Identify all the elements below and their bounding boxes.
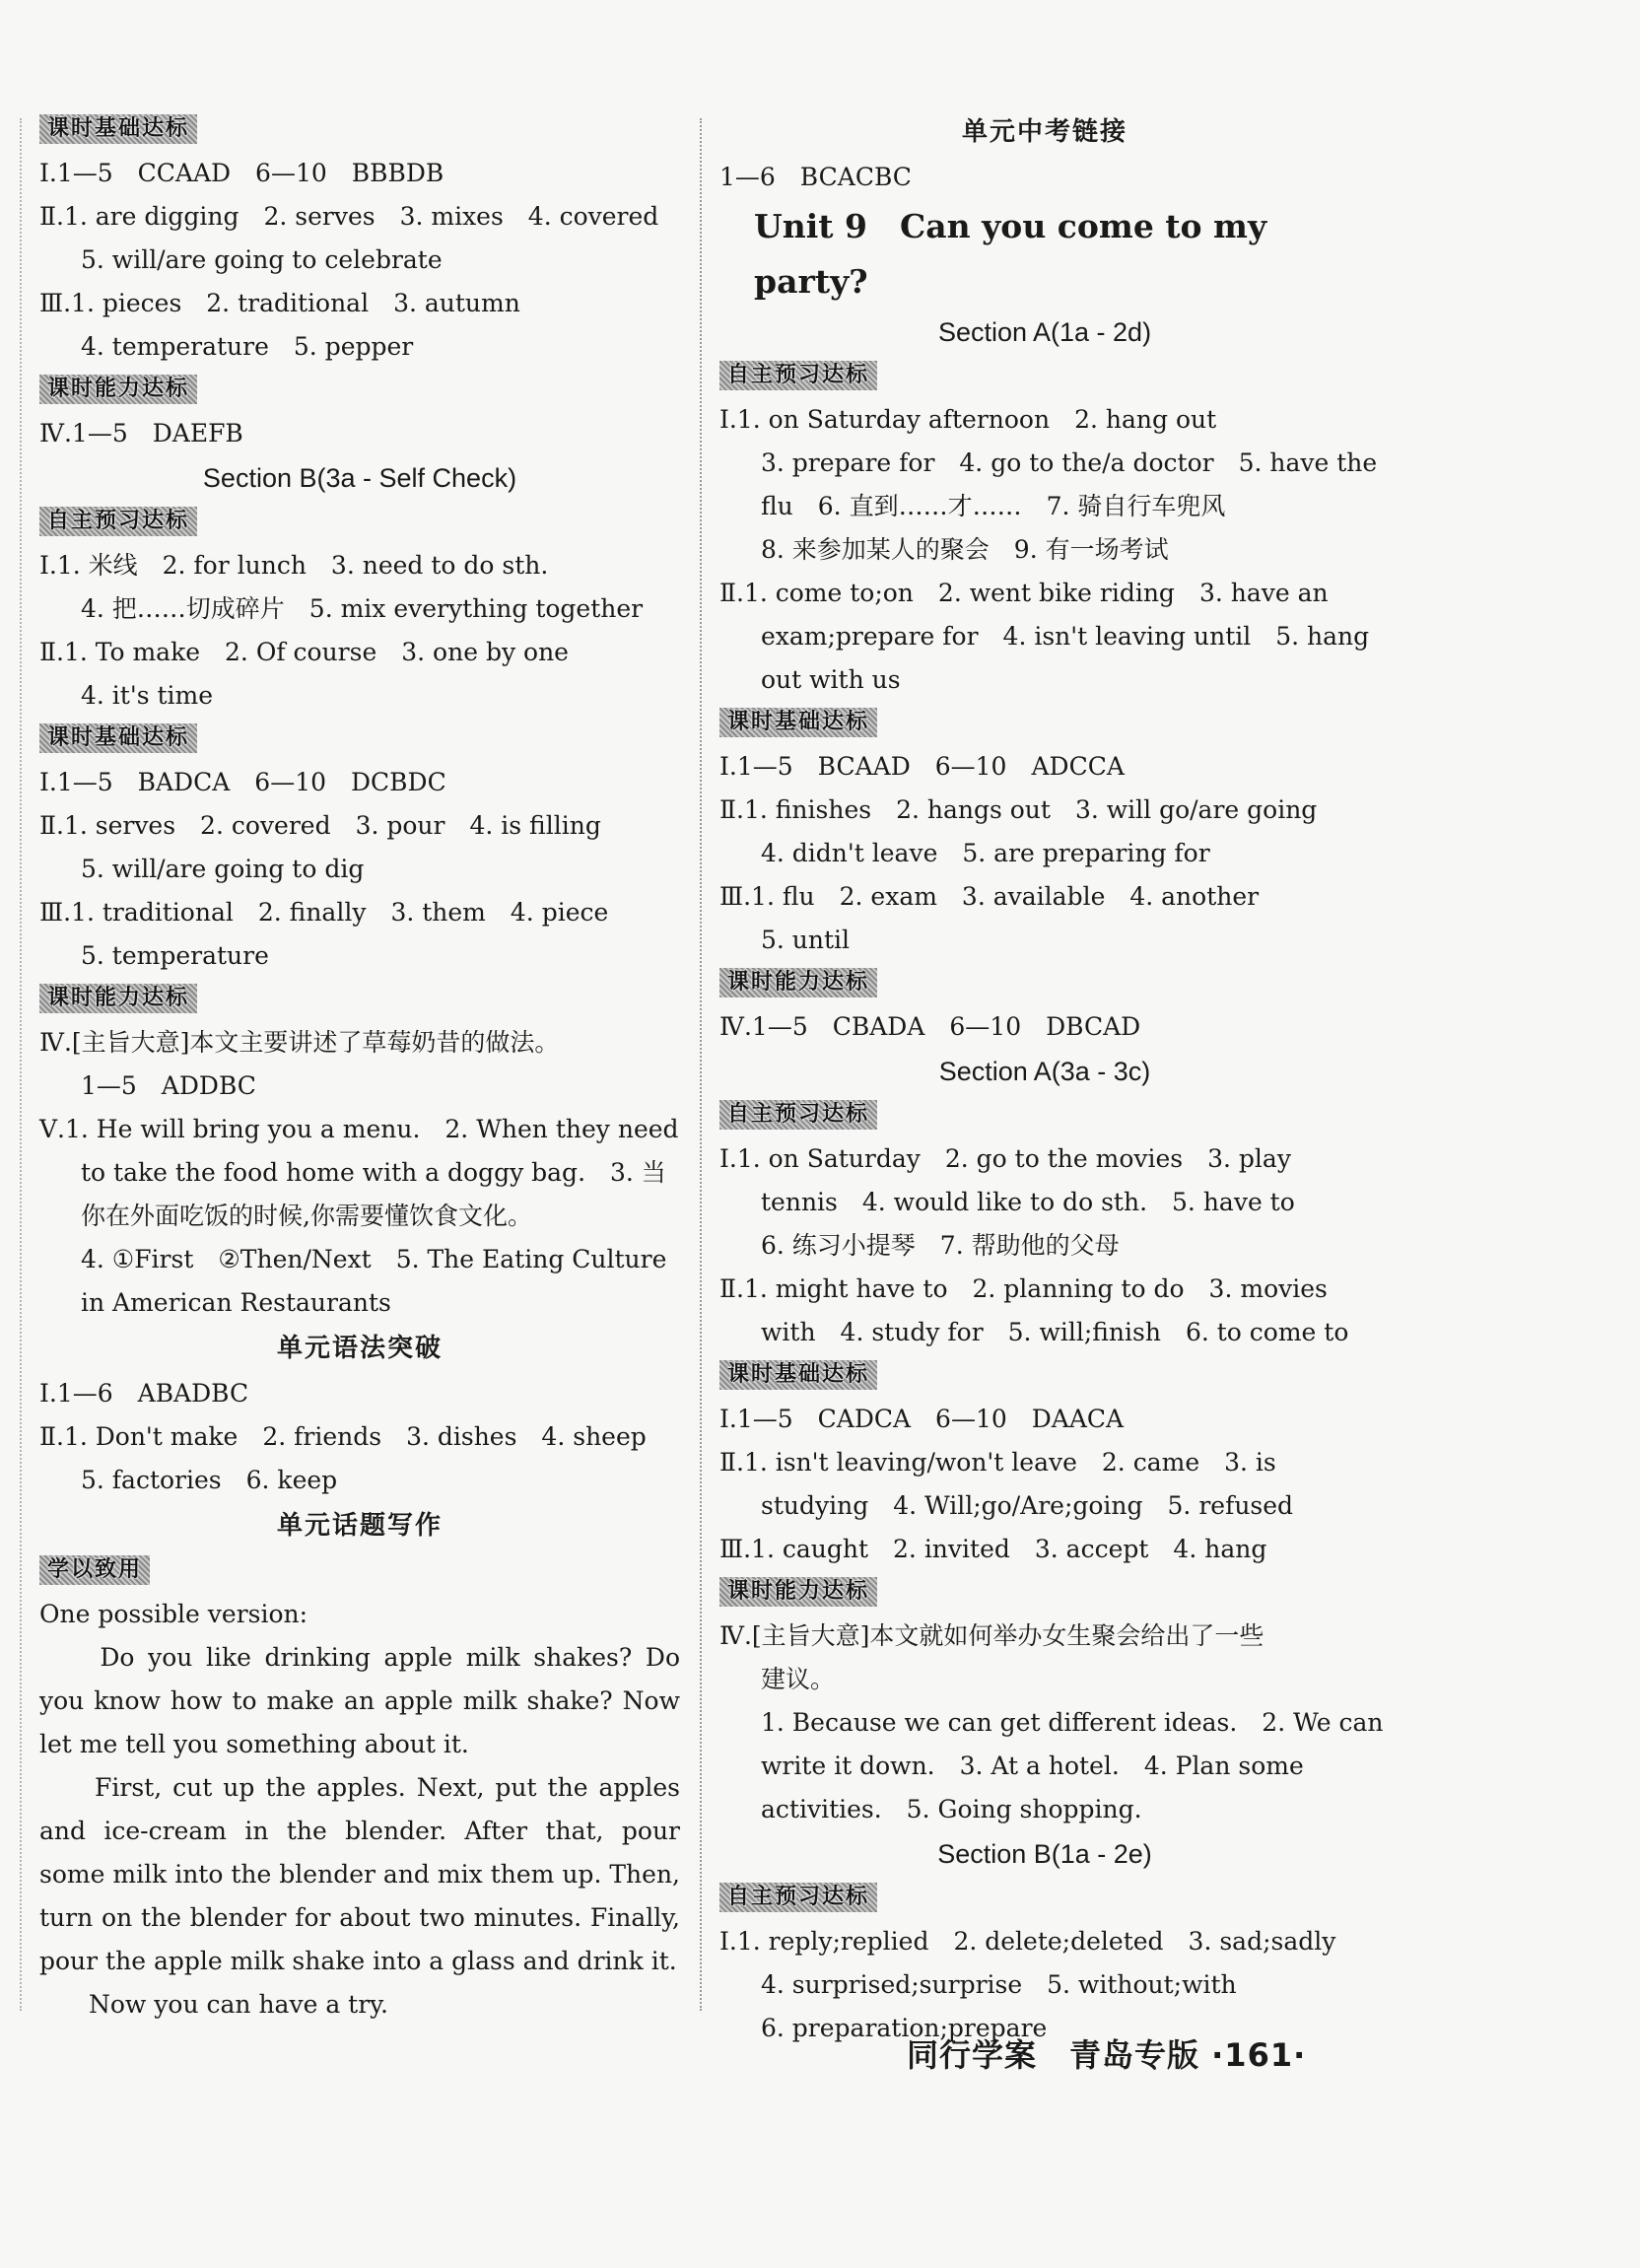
section-tag-row <box>39 1549 680 1593</box>
answer-line: 4. temperature 5. pepper <box>81 332 414 361</box>
answer-line: Ⅱ.1. To make 2. Of course 3. one by one <box>39 638 569 666</box>
section-tag: 自主预习达标 <box>39 507 197 536</box>
answer-line: 1. Because we can get different ideas. 2. We can <box>761 1708 1384 1737</box>
answer-line: Ⅳ.1—5 CBADA 6—10 DBCAD <box>719 1012 1141 1041</box>
section-tag: 课时能力达标 <box>719 1577 877 1607</box>
answer-line: 建议。 <box>761 1665 836 1693</box>
section-tag-row <box>39 369 680 412</box>
answer-line: Ⅰ.1. on Saturday 2. go to the movies 3. play <box>719 1144 1291 1173</box>
answer-line: studying 4. Will;go/Are;going 5. refused <box>761 1491 1294 1520</box>
answer-line: 你在外面吃饭的时候,你需要懂饮食文化。 <box>81 1202 532 1230</box>
answer-line: 1—6 BCACBC <box>719 163 912 191</box>
section-tag: 课时能力达标 <box>719 968 877 997</box>
answer-line: with 4. study for 5. will;finish 6. to come to <box>761 1318 1349 1346</box>
answer-line: Ⅰ.1—5 CADCA 6—10 DAACA <box>719 1405 1125 1433</box>
essay-paragraph: Do you like drinking apple milk shakes? Do you know how to make an apple milk shake? Now let me tell you something about it. <box>39 1643 680 1758</box>
answer-line: activities. 5. Going shopping. <box>761 1795 1142 1823</box>
answer-line: Ⅰ.1. 米线 2. for lunch 3. need to do sth. <box>39 551 549 580</box>
answer-line: 4. didn't leave 5. are preparing for <box>761 839 1210 867</box>
section-heading: Section A(1a - 2d) <box>937 317 1152 347</box>
answer-line: Ⅰ.1. reply;replied 2. delete;deleted 3. sad;sadly <box>719 1927 1336 1956</box>
section-heading: Section A(3a - 3c) <box>938 1057 1151 1086</box>
answer-line: out with us <box>761 665 901 694</box>
answer-line: Ⅱ.1. might have to 2. planning to do 3. movies <box>719 1274 1328 1303</box>
section-tag: 课时能力达标 <box>39 375 197 404</box>
answer-line: Ⅱ.1. Don't make 2. friends 3. dishes 4. sheep <box>39 1422 647 1451</box>
answer-line: Ⅱ.1. finishes 2. hangs out 3. will go/are going <box>719 795 1318 824</box>
section-tag-row <box>39 718 680 761</box>
right-column <box>719 108 1384 2050</box>
answer-line: Ⅰ.1—6 ABADBC <box>39 1379 249 1408</box>
section-tag: 自主预习达标 <box>719 1100 877 1130</box>
section-tag-row <box>39 501 680 544</box>
answer-line: 4. surprised;surprise 5. without;with <box>761 1970 1237 1999</box>
section-tag-row <box>719 962 1370 1005</box>
answer-line: Ⅰ.1—5 CCAAD 6—10 BBBDB <box>39 159 444 187</box>
answer-line: One possible version: <box>39 1600 308 1628</box>
answer-line: in American Restaurants <box>81 1288 391 1317</box>
unit-heading: 单元话题写作 <box>276 1511 443 1541</box>
answer-line: 5. temperature <box>81 941 269 970</box>
section-heading: Section B(3a - Self Check) <box>202 463 517 493</box>
answer-line: Ⅴ.1. He will bring you a menu. 2. When they need <box>39 1115 679 1143</box>
page-footer: 同行学案 青岛专版 ·161· <box>907 2036 1307 2074</box>
section-tag-row <box>719 355 1370 398</box>
unit-title: Unit 9 Can you come to my party? <box>754 207 1267 301</box>
section-tag: 自主预习达标 <box>719 361 877 390</box>
section-tag: 课时基础达标 <box>39 723 197 753</box>
answer-line: Ⅲ.1. traditional 2. finally 3. them 4. piece <box>39 898 609 927</box>
answer-line: 5. until <box>761 926 851 954</box>
left-margin-rule <box>20 118 22 2011</box>
answer-line: flu 6. 直到……才…… 7. 骑自行车兜风 <box>761 492 1226 520</box>
essay-paragraph: Now you can have a try. <box>39 1990 388 2019</box>
section-heading: Section B(1a - 2e) <box>937 1839 1152 1869</box>
essay-paragraph: First, cut up the apples. Next, put the apples and ice-cream in the blender. After that, pour some milk into the blender and mix them up. Then, turn on the blender for about two minutes. Finally, pour the apple milk shake into a glass and drink it. <box>39 1773 680 1975</box>
answer-line: 1—5 ADDBC <box>81 1071 256 1100</box>
section-tag: 课时能力达标 <box>39 984 197 1013</box>
answer-line: Ⅱ.1. isn't leaving/won't leave 2. came 3. is <box>719 1448 1276 1477</box>
answer-line: 6. 练习小提琴 7. 帮助他的父母 <box>761 1231 1120 1260</box>
answer-line: 4. it's time <box>81 681 214 710</box>
answer-line: Ⅳ.1—5 DAEFB <box>39 419 243 447</box>
section-tag-row <box>719 1354 1370 1398</box>
answer-line: Ⅰ.1—5 BADCA 6—10 DCBDC <box>39 768 446 796</box>
section-tag-row <box>719 1094 1370 1137</box>
answer-line: 5. will/are going to celebrate <box>81 245 443 274</box>
answer-line: Ⅱ.1. serves 2. covered 3. pour 4. is filling <box>39 811 601 840</box>
answer-line: Ⅱ.1. are digging 2. serves 3. mixes 4. covered <box>39 202 659 231</box>
answer-line: Ⅱ.1. come to;on 2. went bike riding 3. have an <box>719 579 1329 607</box>
answer-line: tennis 4. would like to do sth. 5. have to <box>761 1188 1295 1216</box>
left-column <box>39 108 680 2027</box>
section-tag-row <box>39 978 680 1021</box>
answer-line: 3. prepare for 4. go to the/a doctor 5. have the <box>761 448 1378 477</box>
answer-line: Ⅲ.1. pieces 2. traditional 3. autumn <box>39 289 520 317</box>
column-divider <box>700 118 702 2011</box>
answer-line: to take the food home with a doggy bag. 3. 当 <box>81 1158 666 1187</box>
answer-line: Ⅰ.1. on Saturday afternoon 2. hang out <box>719 405 1217 434</box>
answer-line: 4. ①First ②Then/Next 5. The Eating Culture <box>81 1245 667 1273</box>
unit-heading: 单元中考链接 <box>961 117 1128 147</box>
answer-line: Ⅳ.[主旨大意]本文就如何举办女生聚会给出了一些 <box>719 1621 1264 1650</box>
section-tag: 学以致用 <box>39 1555 150 1585</box>
answer-line: 8. 来参加某人的聚会 9. 有一场考试 <box>761 535 1169 564</box>
answer-line: 6. preparation;prepare <box>761 2014 1048 2042</box>
section-tag-row <box>719 1877 1370 1920</box>
answer-line: exam;prepare for 4. isn't leaving until 5. hang <box>761 622 1370 651</box>
section-tag-row <box>719 1571 1370 1615</box>
answer-line: Ⅰ.1—5 BCAAD 6—10 ADCCA <box>719 752 1125 781</box>
answer-line: 5. will/are going to dig <box>81 855 365 883</box>
section-tag: 课时基础达标 <box>719 708 877 737</box>
answer-line: Ⅲ.1. caught 2. invited 3. accept 4. hang <box>719 1535 1267 1563</box>
answer-line: 4. 把……切成碎片 5. mix everything together <box>81 594 644 623</box>
section-tag-row <box>719 702 1370 745</box>
section-tag-row <box>39 108 680 152</box>
answer-line: write it down. 3. At a hotel. 4. Plan some <box>761 1752 1304 1780</box>
section-tag: 自主预习达标 <box>719 1883 877 1912</box>
answer-line: Ⅲ.1. flu 2. exam 3. available 4. another <box>719 882 1260 911</box>
answer-line: 5. factories 6. keep <box>81 1466 338 1494</box>
section-tag: 课时基础达标 <box>39 114 197 144</box>
section-tag: 课时基础达标 <box>719 1360 877 1390</box>
answer-line: Ⅳ.[主旨大意]本文主要讲述了草莓奶昔的做法。 <box>39 1028 560 1057</box>
unit-heading: 单元语法突破 <box>276 1334 443 1363</box>
